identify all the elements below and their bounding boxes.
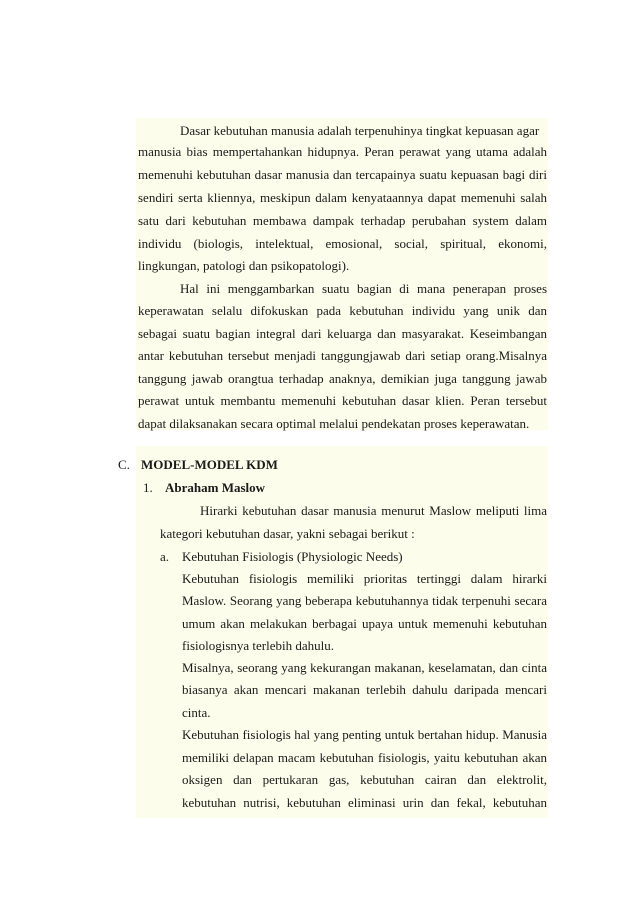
para1-line-6: individu (biologis, intelektual, emosional, social, spiritual, ekonomi, bbox=[138, 236, 547, 251]
section-title: MODEL-MODEL KDM bbox=[141, 457, 278, 472]
item-a-letter: a. bbox=[160, 549, 170, 564]
para1-line-2: manusia bias mempertahankan hidupnya. Peran perawat yang utama adalah bbox=[138, 144, 547, 159]
para6-line-3: oksigen dan pertukaran gas, kebutuhan cairan dan elektrolit, bbox=[182, 772, 547, 787]
para3-line-1: Hirarki kebutuhan dasar manusia menurut Maslow meliputi lima bbox=[200, 503, 547, 518]
para1-line-4: sendiri serta kliennya, meskipun dalam kenyataannya dapat memenuhi salah bbox=[138, 190, 547, 205]
para5-line-3: cinta. bbox=[182, 705, 211, 720]
para2-line-4: antar kebutuhan tersebut menjadi tanggungjawab dari setiap orang.Misalnya bbox=[138, 348, 547, 363]
para1-line-3: memenuhi kebutuhan dasar manusia dan tercapainya suatu kepuasan bagi diri bbox=[138, 167, 547, 182]
para6-line-4: kebutuhan nutrisi, kebutuhan eliminasi urin dan fekal, kebutuhan bbox=[182, 795, 547, 810]
section-letter: C. bbox=[118, 457, 130, 472]
para2-line-2: keperawatan selalu difokuskan pada kebutuhan individu yang unik dan bbox=[138, 303, 547, 318]
subsection-number: 1. bbox=[143, 480, 153, 495]
para6-line-2: memiliki delapan macam kebutuhan fisiologis, yaitu kebutuhan akan bbox=[182, 750, 547, 765]
para2-line-5: tanggung jawab orangtua terhadap anaknya, demikian juga tanggung jawab bbox=[138, 371, 547, 386]
para3-line-2: kategori kebutuhan dasar, yakni sebagai berikut : bbox=[160, 526, 415, 541]
para2-line-3: sebagai suatu bagian integral dari keluarga dan masyarakat. Keseimbangan bbox=[138, 326, 547, 341]
item-a-title: Kebutuhan Fisiologis (Physiologic Needs) bbox=[182, 549, 403, 564]
para5-line-1: Misalnya, seorang yang kekurangan makanan, keselamatan, dan cinta bbox=[182, 660, 547, 675]
para1-line-5: satu dari kebutuhan membawa dampak terhadap perubahan system dalam bbox=[138, 213, 547, 228]
para1-line-7: lingkungan, patologi dan psikopatologi). bbox=[138, 258, 350, 273]
para2-line-1: Hal ini menggambarkan suatu bagian di mana penerapan proses bbox=[180, 281, 547, 296]
para6-line-1: Kebutuhan fisiologis hal yang penting untuk bertahan hidup. Manusia bbox=[182, 727, 547, 742]
para5-line-2: biasanya akan mencari makanan terlebih dahulu daripada mencari bbox=[182, 682, 547, 697]
para2-line-6: perawat untuk membantu memenuhi kebutuhan dasar klien. Peran tersebut bbox=[138, 393, 547, 408]
para1-line-1: Dasar kebutuhan manusia adalah terpenuhinya tingkat kepuasan agar bbox=[180, 123, 540, 138]
para4-line-3: umum akan melakukan berbagai upaya untuk memenuhi kebutuhan bbox=[182, 616, 547, 631]
para4-line-1: Kebutuhan fisiologis memiliki prioritas tertinggi dalam hirarki bbox=[182, 571, 547, 586]
para4-line-4: fisiologisnya terlebih dahulu. bbox=[182, 638, 335, 653]
subsection-title: Abraham Maslow bbox=[165, 480, 266, 495]
para4-line-2: Maslow. Seorang yang beberapa kebutuhannya tidak terpenuhi secara bbox=[182, 593, 547, 608]
para2-line-7: dapat dilaksanakan secara optimal melalui pendekatan proses keperawatan. bbox=[138, 416, 530, 431]
